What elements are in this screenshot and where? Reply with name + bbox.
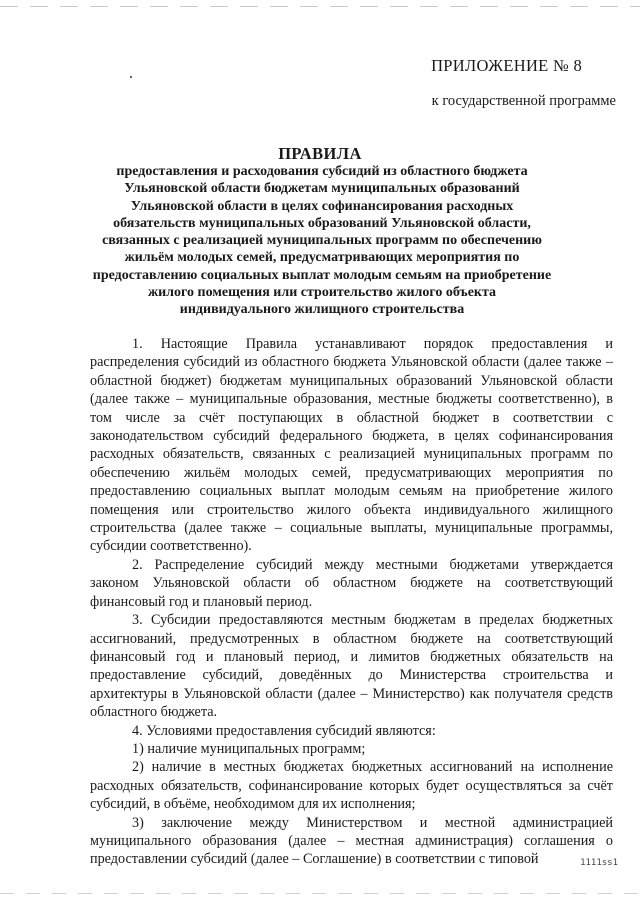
scan-edge-top [0,6,640,7]
document-title: ПРАВИЛА [278,144,362,163]
paragraph-3: 3. Субсидии предоставляются местным бюджетам в пределах бюджетных ассигнований, предусмотренных в областном бюджете на соответствующий финансовый год и плановый период, и лимитов бюджетных обязательств на предоставление субсидий, доведённых до Министерства строительства и архитектуры в Ульяновской области (далее – Министерство) как получателя средств областного бюджета. [90,612,613,721]
document-body [90,335,613,869]
page-footer-code: 1111ss1 [580,858,618,868]
appendix-program-reference: к государственной программе [431,93,616,109]
document-subtitle: предоставления и расходования субсидий из областного бюджета Ульяновской области бюджетам муниципальных образований Ульяновской области в целях софинансирования расходных обязательств муниципальных образований Ульяновской области, связанных с реализацией муниципальных программ по обеспечению жильём молодых семей, предусматривающих мероприятия по предоставлению социальных выплат молодым семьям на приобретение жилого помещения или строительство жилого объекта индивидуального жилищного строительства [92,164,552,318]
paragraph-4: 4. Условиями предоставления субсидий являются: [132,722,436,739]
scan-speck [130,76,132,78]
paragraph-1: 1. Настоящие Правила устанавливают порядок предоставления и распределения субсидий из областного бюджета Ульяновской области (далее также – областной бюджет) бюджетам муниципальных образований Ульяновской области (далее также – муниципальные образования, местные бюджеты соответственно), в том числе за счёт поступающих в областной бюджет в соответствии с законодательством субсидий федерального бюджета, в целях софинансирования расходных обязательств, связанных с реализацией муниципальных программ по обеспечению жильём молодых семей, предусматривающих мероприятия по предоставлению социальных выплат молодым семьям на приобретение жилого помещения или строительство жилого объекта индивидуального жилищного строительства (далее также – социальные выплаты, муниципальные программы, субсидии соответственно). [90,336,613,555]
appendix-number: ПРИЛОЖЕНИЕ № 8 [431,56,582,75]
condition-2: 2) наличие в местных бюджетах бюджетных ассигнований на исполнение расходных обязательств, софинансирование которых будет осуществляться за счёт субсидий, в объёме, необходимом для их исполнения; [90,759,613,813]
condition-1: 1) наличие муниципальных программ; [132,740,366,757]
paragraph-2: 2. Распределение субсидий между местными бюджетами утверждается законом Ульяновской области об областном бюджете на соответствующий финансовый год и плановый период. [90,556,613,610]
scan-edge-bottom [0,893,640,894]
condition-3: 3) заключение между Министерством и местной администрацией муниципального образования (далее – местная администрация) соглашения о предоставлении субсидий (далее – Соглашение) в соответствии с типовой [90,814,613,868]
